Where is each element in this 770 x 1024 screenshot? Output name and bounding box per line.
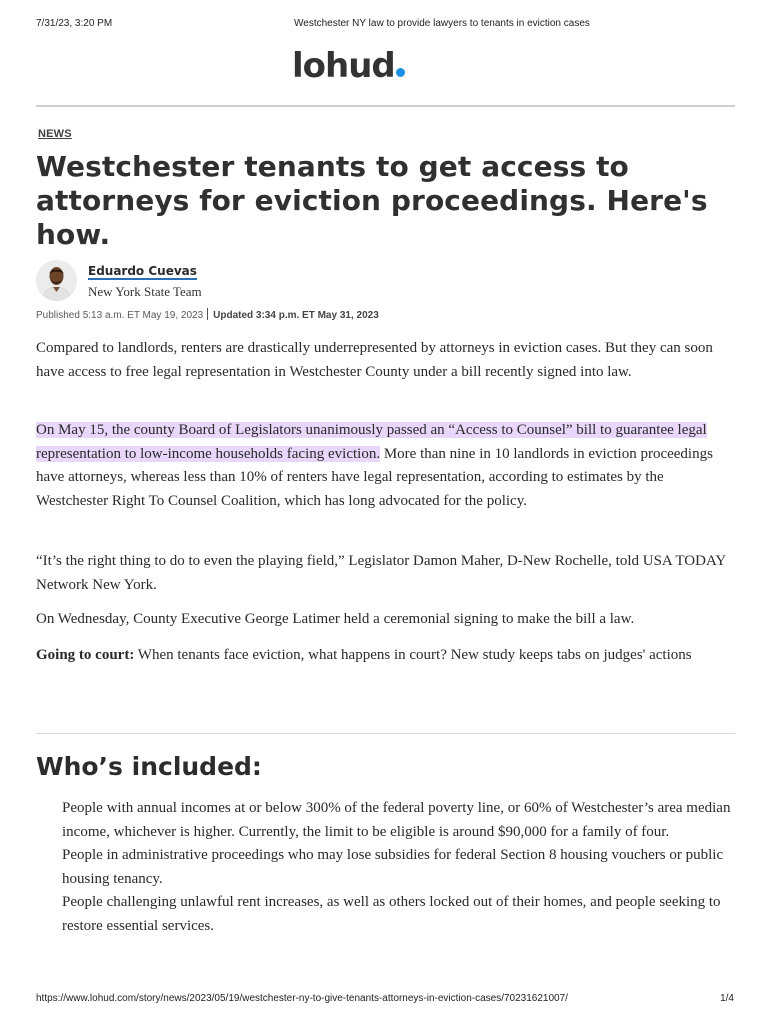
section-title: Who’s included: (36, 752, 262, 781)
article-headline: Westchester tenants to get access to attorneys for eviction proceedings. Here's how. (36, 150, 708, 251)
site-logo-text: lohud (292, 46, 395, 86)
print-page-title: Westchester NY law to provide lawyers to tenants in eviction cases (294, 18, 590, 29)
header-divider (36, 105, 735, 107)
paragraph-text: More than nine in 10 landlords in eviction proceedings have attorneys, whereas less than 10% of renters have legal representation, according to estimates by the Westchester Right To Counsel Coalition, which has long advocated for the policy. (36, 445, 713, 509)
page-number: 1/4 (720, 993, 734, 1004)
article-dateline (36, 308, 379, 321)
article-paragraph (36, 419, 736, 513)
updated-date: Updated 3:34 p.m. ET May 31, 2023 (213, 310, 379, 321)
logo-dot-icon (396, 68, 405, 77)
related-story-promo (36, 644, 736, 668)
list-item: People with annual incomes at or below 300% of the federal poverty line, or 60% of Westchester’s area median income, whichever is higher. Currently, the limit to be eligible is around $90,000 for a family of four. (62, 800, 731, 840)
published-date: Published 5:13 a.m. ET May 19, 2023 (36, 310, 204, 321)
article-paragraph: Compared to landlords, renters are drastically underrepresented by attorneys in eviction cases. But they can soon have access to free legal representation in Westchester County under a bill recently signed into law. (36, 340, 713, 380)
print-header (36, 18, 734, 32)
dateline-separator (207, 308, 208, 320)
included-list (62, 797, 734, 938)
list-item: People challenging unlawful rent increases, as well as others locked out of their homes, and people seeking to restore essential services. (62, 894, 721, 934)
article-paragraph: On Wednesday, County Executive George Latimer held a ceremonial signing to make the bill a law. (36, 611, 635, 627)
author-team: New York State Team (88, 284, 202, 299)
list-item: People in administrative proceedings who may lose subsidies for federal Section 8 housing vouchers or public housing tenancy. (62, 847, 724, 887)
section-divider (36, 733, 735, 734)
author-photo-icon (36, 260, 77, 301)
print-url: https://www.lohud.com/story/news/2023/05/19/westchester-ny-to-give-tenants-attorneys-in-eviction-cases/70231621007/ (36, 993, 568, 1004)
highlighted-text: On May 15, the county Board of Legislators unanimously passed an “Access to Counsel” bill to guarantee legal representation to low-income households facing eviction. (36, 422, 707, 462)
related-story-link[interactable]: When tenants face eviction, what happens in court? New study keeps tabs on judges' actions (134, 647, 692, 663)
site-logo[interactable] (292, 46, 405, 86)
article-paragraph: “It’s the right thing to do to even the playing field,” Legislator Damon Maher, D-New Rochelle, told USA TODAY Network New York. (36, 553, 726, 593)
related-story-label: Going to court: (36, 647, 135, 663)
print-datetime: 7/31/23, 3:20 PM (36, 18, 113, 29)
author-avatar[interactable] (36, 260, 77, 301)
category-link[interactable]: NEWS (38, 128, 72, 140)
author-name-link[interactable]: Eduardo Cuevas (88, 264, 197, 278)
print-footer (36, 993, 734, 1007)
